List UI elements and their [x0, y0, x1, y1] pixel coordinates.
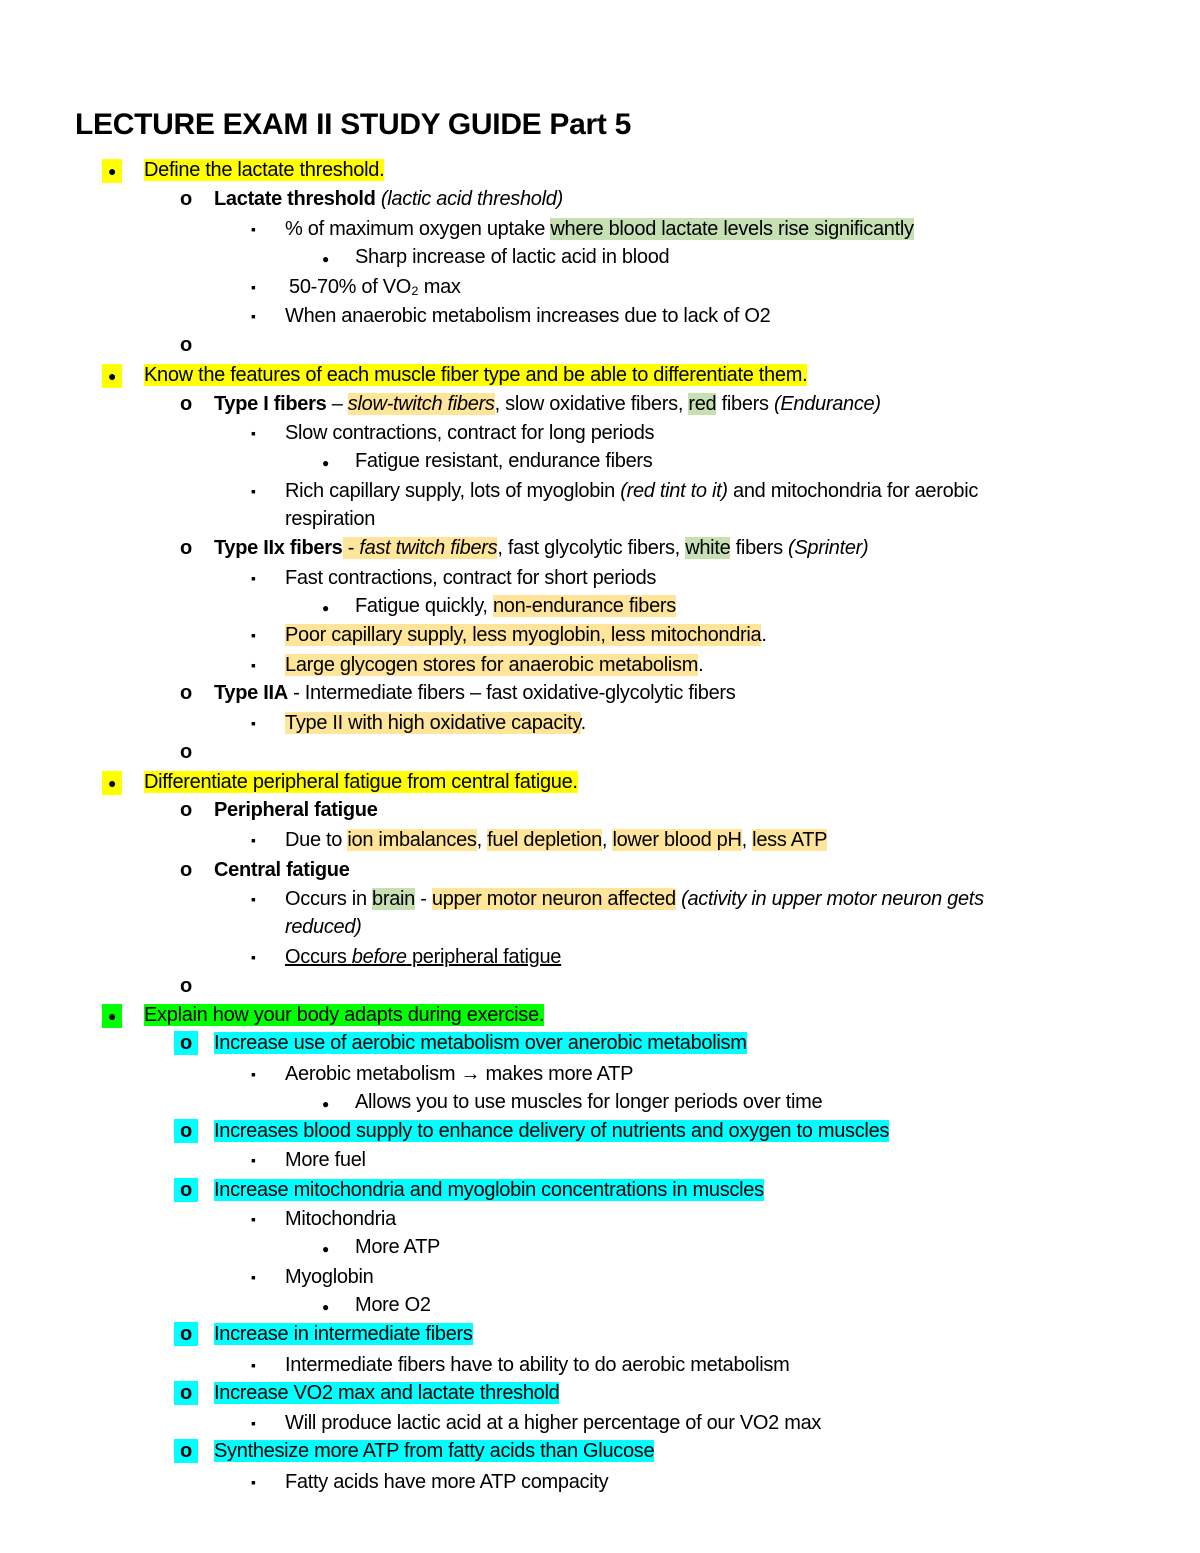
- disc-bullet: ●: [322, 601, 330, 615]
- square-bullet: ▪: [251, 891, 256, 907]
- disc-bullet: ●: [102, 364, 122, 388]
- circle-bullet: o: [180, 741, 193, 763]
- circle-bullet: o: [174, 1119, 198, 1143]
- item-central-brain: Occurs in brain - upper motor neuron affected (activity in upper motor neuron gets: [285, 888, 984, 910]
- item-intermediate-aerobic: Intermediate fibers have to ability to do aerobic metabolism: [285, 1354, 790, 1376]
- item-poor-capillary: Poor capillary supply, less myoglobin, less mitochondria.: [285, 624, 767, 646]
- item-aerobic-more-atp: Aerobic metabolism → makes more ATP: [285, 1063, 634, 1085]
- circle-bullet: o: [174, 1439, 198, 1463]
- square-bullet: ▪: [251, 1415, 256, 1431]
- item-intermediate-fibers: Increase in intermediate fibers: [214, 1323, 473, 1345]
- item-blood-supply: Increases blood supply to enhance delivery of nutrients and oxygen to muscles: [214, 1120, 890, 1142]
- square-bullet: ▪: [251, 279, 256, 295]
- item-slow-contractions: Slow contractions, contract for long periods: [285, 422, 655, 444]
- item-vo2-lactate: Increase VO2 max and lactate threshold: [214, 1382, 560, 1404]
- item-myoglobin: Myoglobin: [285, 1266, 374, 1288]
- square-bullet: ▪: [251, 1211, 256, 1227]
- square-bullet: ▪: [251, 570, 256, 586]
- item-fatigue-resistant: Fatigue resistant, endurance fibers: [355, 450, 653, 472]
- disc-bullet: ●: [322, 252, 330, 266]
- item-mitochondria: Mitochondria: [285, 1208, 396, 1230]
- item-sharp-increase: Sharp increase of lactic acid in blood: [355, 246, 670, 268]
- item-fatty-acids: Synthesize more ATP from fatty acids than Glucose: [214, 1440, 655, 1462]
- item-aerobic-use: Increase use of aerobic metabolism over anerobic metabolism: [214, 1032, 747, 1054]
- item-more-atp: More ATP: [355, 1236, 441, 1258]
- page-title: LECTURE EXAM II STUDY GUIDE Part 5: [75, 108, 632, 141]
- square-bullet: ▪: [251, 1152, 256, 1168]
- item-peripheral-fatigue: Peripheral fatigue: [214, 799, 378, 821]
- square-bullet: ▪: [251, 657, 256, 673]
- square-bullet: ▪: [251, 949, 256, 965]
- disc-bullet: ●: [322, 456, 330, 470]
- square-bullet: ▪: [251, 832, 256, 848]
- item-lactic-higher: Will produce lactic acid at a higher percentage of our VO2 max: [285, 1412, 822, 1434]
- square-bullet: ▪: [251, 483, 256, 499]
- section-heading-adaptation: Explain how your body adapts during exercise.: [144, 1004, 545, 1026]
- disc-bullet: ●: [102, 771, 122, 795]
- circle-bullet: o: [180, 334, 193, 356]
- item-max-oxygen: % of maximum oxygen uptake where blood lactate levels rise significantly: [285, 218, 914, 240]
- circle-bullet: o: [174, 1381, 198, 1405]
- item-vo2-range: 50-70% of VO₂ max: [289, 276, 461, 298]
- item-more-o2: More O2: [355, 1294, 431, 1316]
- item-type-ii-oxidative: Type II with high oxidative capacity.: [285, 712, 586, 734]
- section-heading-lactate: Define the lactate threshold.: [144, 159, 385, 181]
- circle-bullet: o: [180, 682, 193, 704]
- item-glycogen: Large glycogen stores for anaerobic metabolism.: [285, 654, 704, 676]
- circle-bullet: o: [174, 1322, 198, 1346]
- square-bullet: ▪: [251, 1066, 256, 1082]
- item-central-before: Occurs before peripheral fatigue: [285, 946, 562, 968]
- item-central-brain-cont: reduced): [285, 916, 362, 938]
- item-rich-capillary: Rich capillary supply, lots of myoglobin (red tint to it) and mitochondria for aerobic: [285, 480, 979, 502]
- item-fatty-compacity: Fatty acids have more ATP compacity: [285, 1471, 609, 1493]
- circle-bullet: o: [174, 1031, 198, 1055]
- item-anaerobic: When anaerobic metabolism increases due to lack of O2: [285, 305, 771, 327]
- square-bullet: ▪: [251, 1269, 256, 1285]
- item-fatigue-quickly: Fatigue quickly, non-endurance fibers: [355, 595, 676, 617]
- item-type-i: Type I fibers – slow-twitch fibers, slow oxidative fibers, red fibers (Endurance): [214, 393, 881, 415]
- square-bullet: ▪: [251, 1357, 256, 1373]
- circle-bullet: o: [180, 975, 193, 997]
- disc-bullet: ●: [322, 1242, 330, 1256]
- circle-bullet: o: [180, 188, 193, 210]
- item-type-iia: Type IIA - Intermediate fibers – fast oxidative-glycolytic fibers: [214, 682, 736, 704]
- item-type-iix: Type IIx fibers - fast twitch fibers, fast glycolytic fibers, white fibers (Sprinter): [214, 537, 869, 559]
- item-rich-capillary-cont: respiration: [285, 508, 376, 530]
- square-bullet: ▪: [251, 221, 256, 237]
- circle-bullet: o: [180, 799, 193, 821]
- item-lactate-threshold: Lactate threshold (lactic acid threshold): [214, 188, 563, 210]
- section-heading-fiber-types: Know the features of each muscle fiber type and be able to differentiate them.: [144, 364, 808, 386]
- disc-bullet: ●: [322, 1300, 330, 1314]
- item-fast-contractions: Fast contractions, contract for short periods: [285, 567, 657, 589]
- square-bullet: ▪: [251, 627, 256, 643]
- section-heading-fatigue: Differentiate peripheral fatigue from central fatigue.: [144, 771, 578, 793]
- disc-bullet: ●: [102, 159, 122, 183]
- circle-bullet: o: [180, 393, 193, 415]
- circle-bullet: o: [174, 1178, 198, 1202]
- item-more-fuel: More fuel: [285, 1149, 366, 1171]
- square-bullet: ▪: [251, 715, 256, 731]
- item-longer-periods: Allows you to use muscles for longer periods over time: [355, 1091, 823, 1113]
- square-bullet: ▪: [251, 425, 256, 441]
- circle-bullet: o: [180, 859, 193, 881]
- square-bullet: ▪: [251, 1474, 256, 1490]
- item-central-fatigue: Central fatigue: [214, 859, 350, 881]
- disc-bullet: ●: [322, 1097, 330, 1111]
- square-bullet: ▪: [251, 308, 256, 324]
- disc-bullet: ●: [102, 1004, 122, 1028]
- item-mito-myoglobin: Increase mitochondria and myoglobin concentrations in muscles: [214, 1179, 764, 1201]
- item-peripheral-causes: Due to ion imbalances, fuel depletion, lower blood pH, less ATP: [285, 829, 828, 851]
- circle-bullet: o: [180, 537, 193, 559]
